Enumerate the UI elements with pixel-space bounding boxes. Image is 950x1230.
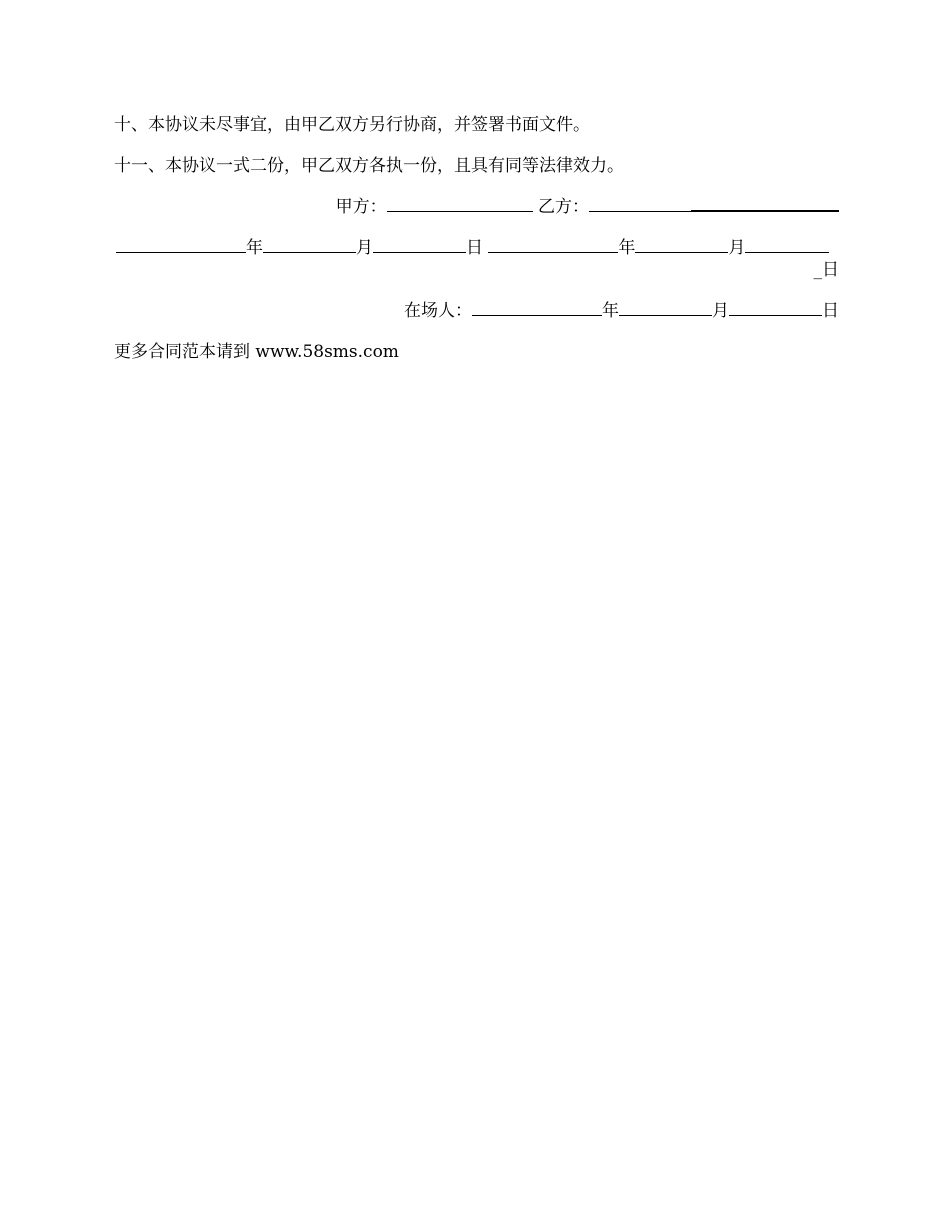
party-b-year-label: 年 (618, 238, 636, 258)
party-b-label: 乙方： (538, 197, 589, 217)
party-b-year-blank (488, 236, 618, 253)
party-a-label: 甲方： (335, 197, 387, 217)
party-a-signature-blank (387, 195, 533, 212)
witness-year-label: 年 (602, 301, 619, 321)
party-b-signature-blank-extended (691, 194, 839, 212)
clause-ten: 十、本协议未尽事宜，由甲乙双方另行协商，并签署书面文件。 (114, 115, 590, 135)
witness-row (0, 299, 839, 322)
party-a-year-label: 年 (246, 238, 263, 258)
party-b-day-blank (745, 236, 829, 253)
party-a-month-label: 月 (356, 238, 373, 258)
witness-day-blank (729, 299, 822, 316)
witness-month-blank (619, 299, 712, 316)
party-a-day-label: 日 (466, 238, 483, 258)
party-b-day-wrap (0, 259, 839, 281)
witness-day-label: 日 (822, 301, 839, 321)
signature-row (0, 194, 839, 218)
party-b-day-label: _日 (813, 260, 839, 280)
party-a-month-blank (263, 236, 356, 253)
witness-year-blank (472, 299, 602, 316)
witness-month-label: 月 (712, 301, 729, 321)
clause-eleven: 十一、本协议一式二份，甲乙双方各执一份，且具有同等法律效力。 (114, 156, 624, 176)
party-b-signature-blank (589, 195, 691, 212)
party-a-year-blank (116, 236, 246, 253)
party-dates-row (116, 236, 839, 259)
party-b-month-label: 月 (728, 238, 746, 258)
party-b-month-blank (635, 236, 728, 253)
witness-label: 在场人： (404, 301, 472, 321)
party-a-day-blank (373, 236, 466, 253)
footer-note: 更多合同范本请到 www.58sms.com (114, 342, 399, 362)
